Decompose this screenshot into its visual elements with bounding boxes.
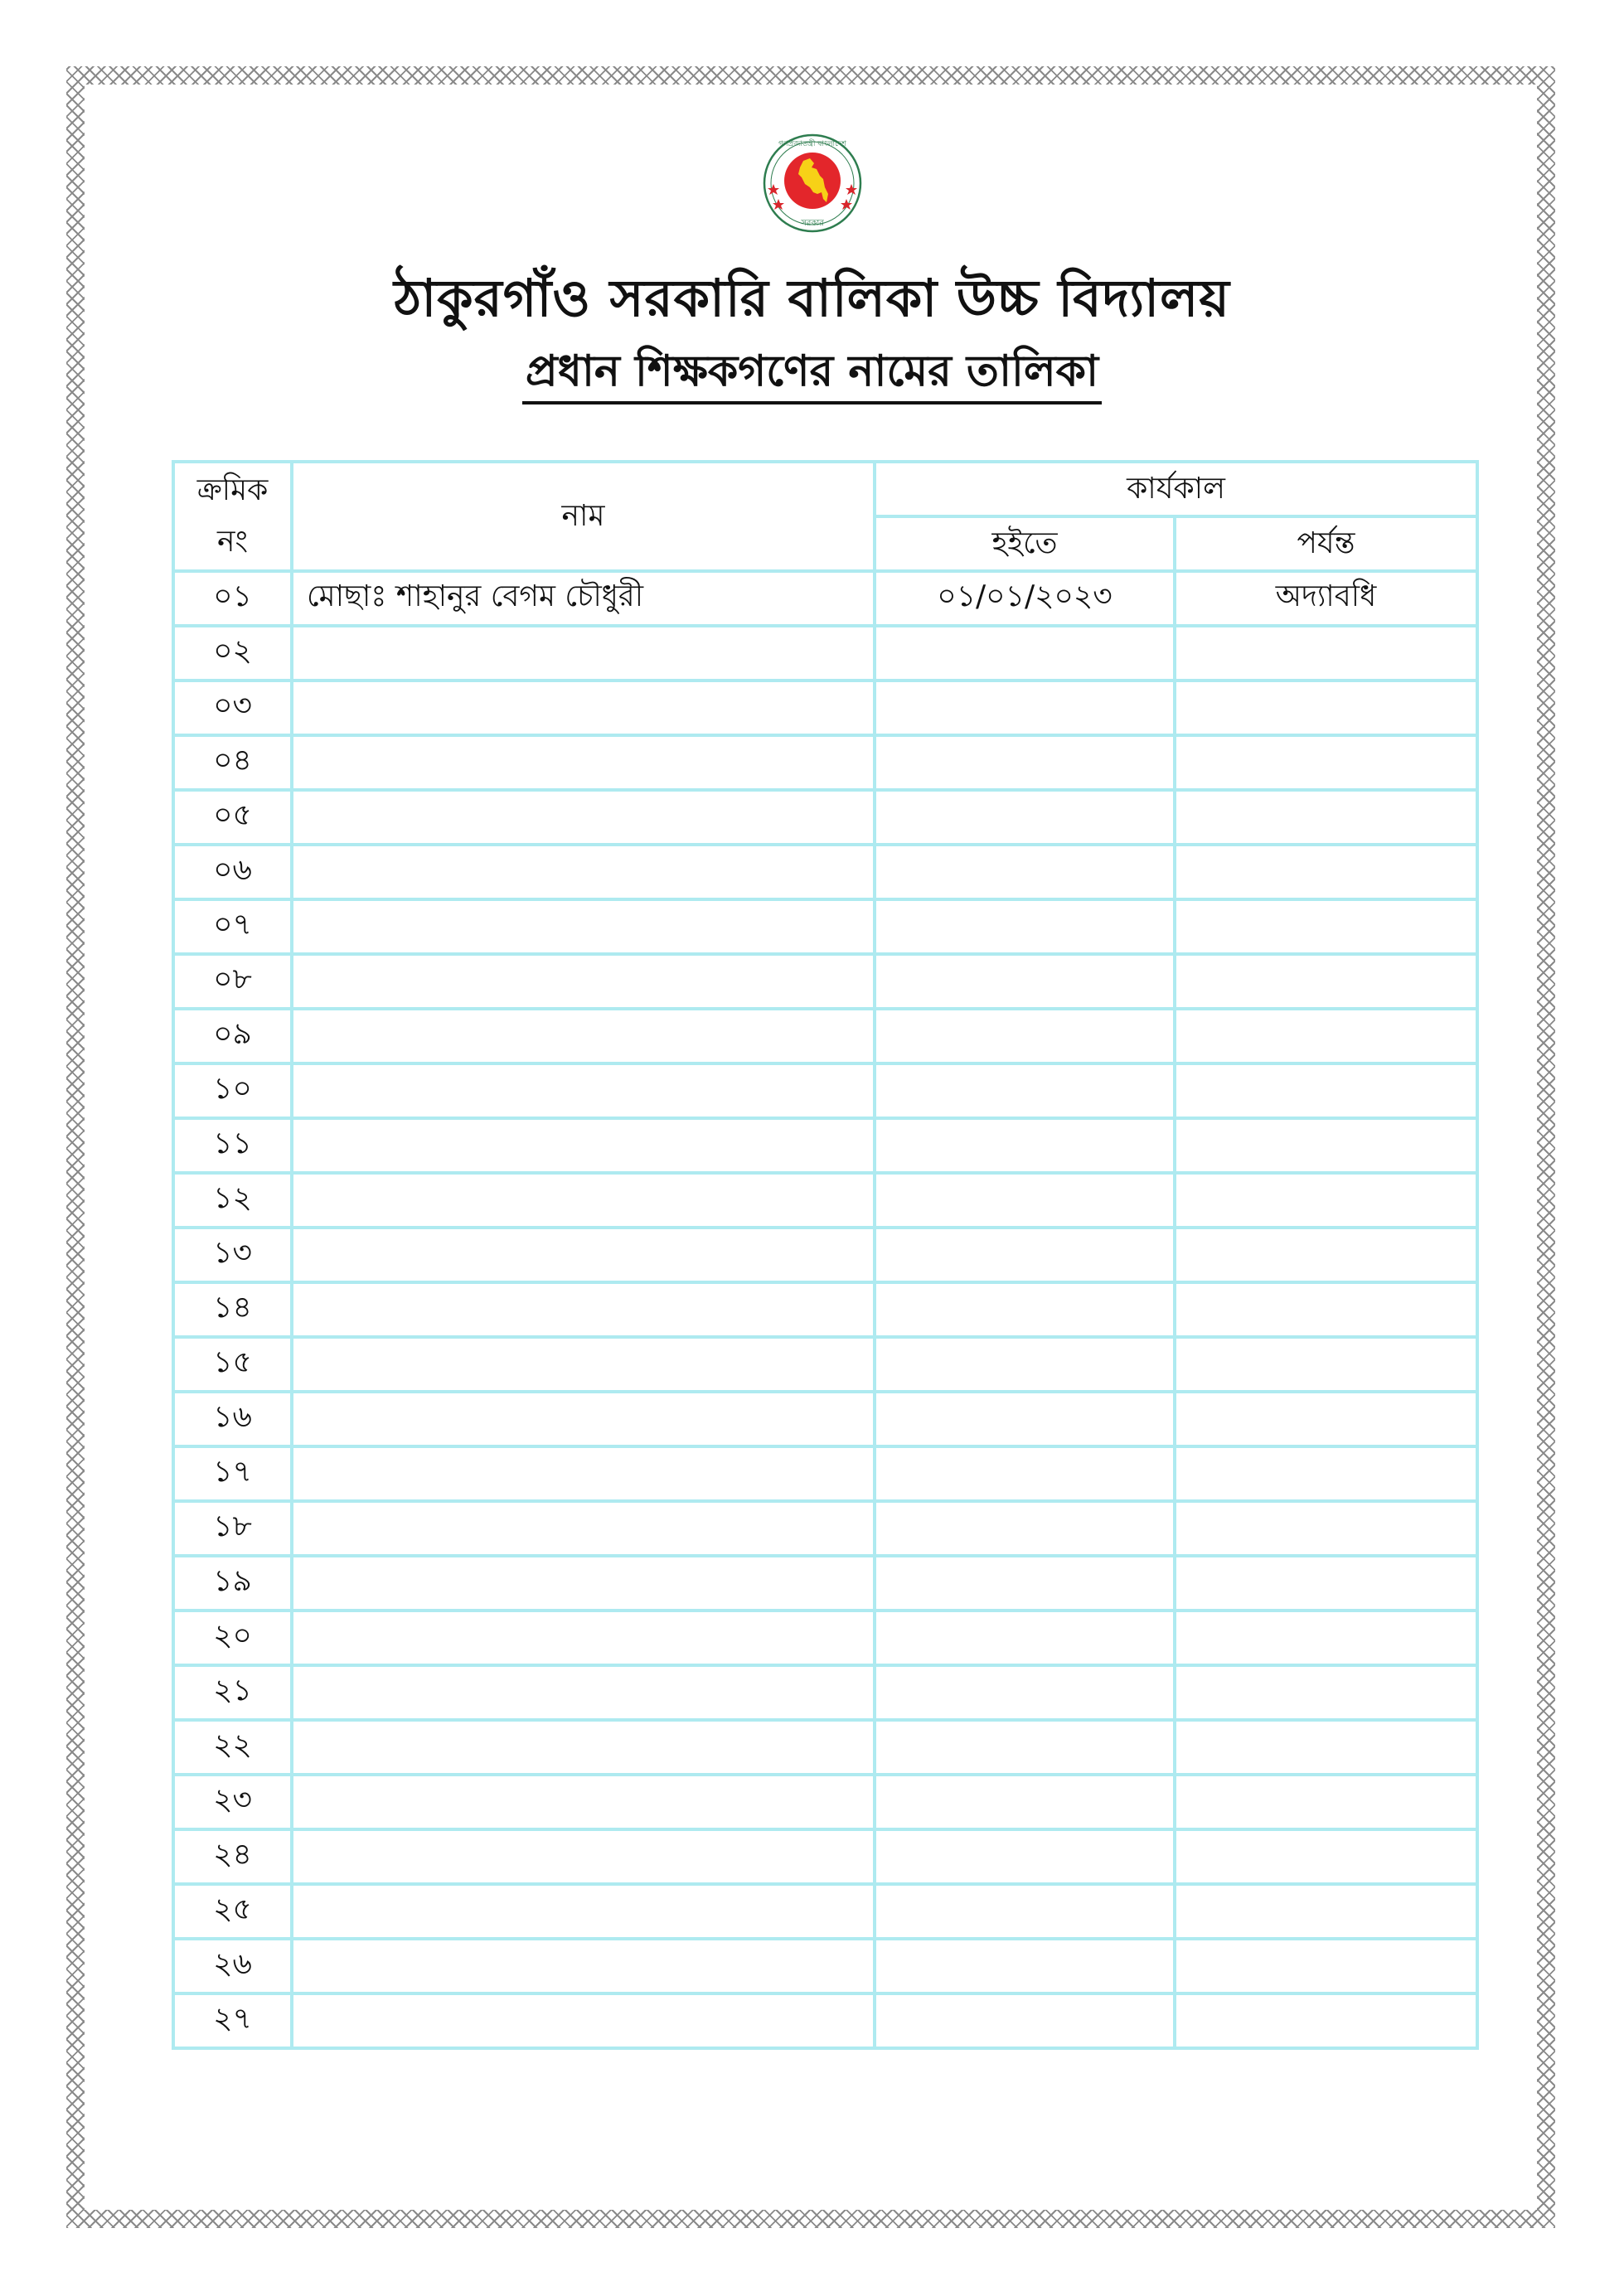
from-date-cell (875, 790, 1175, 845)
serial-cell: ০৫ (173, 790, 292, 845)
serial-cell: ২১ (173, 1665, 292, 1720)
name-cell (292, 1829, 875, 1884)
to-date-cell (1175, 626, 1477, 681)
serial-cell: ০৭ (173, 899, 292, 954)
from-date-cell (875, 735, 1175, 790)
serial-cell: ১০ (173, 1063, 292, 1118)
to-date-cell (1175, 1063, 1477, 1118)
name-cell (292, 626, 875, 681)
tenure-column-header: কার্যকাল (875, 462, 1477, 516)
from-date-cell (875, 1063, 1175, 1118)
from-date-cell (875, 954, 1175, 1009)
name-cell (292, 1665, 875, 1720)
from-date-cell (875, 626, 1175, 681)
from-date-cell (875, 1446, 1175, 1501)
table-row (173, 1173, 1477, 1228)
table-row (173, 790, 1477, 845)
to-date-cell (1175, 1884, 1477, 1939)
name-cell (292, 899, 875, 954)
name-cell: মোছাঃ শাহানুর বেগম চৌধুরী (292, 571, 875, 626)
from-date-cell (875, 1118, 1175, 1173)
serial-cell: ১১ (173, 1118, 292, 1173)
serial-cell: ২৫ (173, 1884, 292, 1939)
serial-cell: ০১ (173, 571, 292, 626)
name-cell (292, 1446, 875, 1501)
name-cell (292, 1884, 875, 1939)
name-cell (292, 1556, 875, 1611)
to-date-cell (1175, 1228, 1477, 1282)
list-subtitle: প্রধান শিক্ষকগণের নামের তালিকা (522, 341, 1102, 404)
from-date-cell (875, 1228, 1175, 1282)
name-cell (292, 1611, 875, 1665)
table-row (173, 1611, 1477, 1665)
table-row (173, 1829, 1477, 1884)
name-cell (292, 1173, 875, 1228)
name-cell (292, 1337, 875, 1392)
to-date-cell (1175, 1829, 1477, 1884)
name-column-header: নাম (292, 462, 875, 571)
name-cell (292, 1118, 875, 1173)
table-row (173, 1665, 1477, 1720)
to-date-cell (1175, 1446, 1477, 1501)
serial-cell: ১৫ (173, 1337, 292, 1392)
name-cell (292, 1282, 875, 1337)
table-row (173, 899, 1477, 954)
table-row (173, 1337, 1477, 1392)
to-date-cell (1175, 1009, 1477, 1063)
to-date-cell (1175, 899, 1477, 954)
serial-cell: ০৯ (173, 1009, 292, 1063)
to-date-cell (1175, 1118, 1477, 1173)
from-date-cell (875, 1009, 1175, 1063)
from-date-cell (875, 1556, 1175, 1611)
to-date-cell (1175, 1939, 1477, 1993)
from-date-cell (875, 899, 1175, 954)
from-date-cell (875, 845, 1175, 899)
from-date-cell (875, 681, 1175, 735)
to-date-cell (1175, 1720, 1477, 1775)
headmasters-table (172, 460, 1479, 2050)
to-date-cell (1175, 1501, 1477, 1556)
to-date-cell (1175, 1993, 1477, 2048)
from-date-cell (875, 1501, 1175, 1556)
from-date-cell (875, 1939, 1175, 1993)
from-date-cell (875, 1720, 1175, 1775)
serial-cell: ১৯ (173, 1556, 292, 1611)
serial-header-line2: নং (217, 525, 248, 559)
from-date-cell: ০১/০১/২০২৩ (875, 571, 1175, 626)
serial-cell: ২০ (173, 1611, 292, 1665)
to-date-cell (1175, 1337, 1477, 1392)
table-row (173, 1118, 1477, 1173)
from-date-cell (875, 1337, 1175, 1392)
name-cell (292, 1392, 875, 1446)
name-cell (292, 735, 875, 790)
to-date-cell (1175, 1556, 1477, 1611)
table-row (173, 1063, 1477, 1118)
from-date-cell (875, 1282, 1175, 1337)
table-row (173, 1775, 1477, 1829)
name-cell (292, 1775, 875, 1829)
serial-cell: ১৪ (173, 1282, 292, 1337)
name-cell (292, 1063, 875, 1118)
to-date-cell (1175, 1775, 1477, 1829)
to-date-cell (1175, 1392, 1477, 1446)
serial-cell: ১২ (173, 1173, 292, 1228)
to-date-cell (1175, 1665, 1477, 1720)
name-cell (292, 681, 875, 735)
serial-cell: ০৩ (173, 681, 292, 735)
name-cell (292, 1228, 875, 1282)
to-date-cell (1175, 790, 1477, 845)
serial-cell: ২৬ (173, 1939, 292, 1993)
name-cell (292, 1501, 875, 1556)
table-row (173, 845, 1477, 899)
subtitle-container (0, 341, 1624, 404)
from-date-cell (875, 1173, 1175, 1228)
from-date-cell (875, 1993, 1175, 2048)
from-date-cell (875, 1665, 1175, 1720)
name-cell (292, 790, 875, 845)
serial-cell: ০৮ (173, 954, 292, 1009)
table-row (173, 1720, 1477, 1775)
name-cell (292, 1993, 875, 2048)
from-date-cell (875, 1884, 1175, 1939)
table-row (173, 1501, 1477, 1556)
table-row (173, 626, 1477, 681)
table-row (173, 571, 1477, 626)
serial-cell: ১৮ (173, 1501, 292, 1556)
table-row (173, 1009, 1477, 1063)
table-row (173, 1993, 1477, 2048)
emblem-top-text: গণপ্রজাতন্ত্রী বাংলাদেশ (778, 140, 846, 148)
serial-column-header (173, 462, 292, 571)
serial-cell: ০৬ (173, 845, 292, 899)
table-row (173, 735, 1477, 790)
to-date-cell (1175, 954, 1477, 1009)
name-cell (292, 1720, 875, 1775)
name-cell (292, 954, 875, 1009)
table-row (173, 954, 1477, 1009)
table-row (173, 1939, 1477, 1993)
to-date-cell: অদ্যাবধি (1175, 571, 1477, 626)
bangladesh-government-emblem-icon (762, 133, 863, 234)
from-date-cell (875, 1829, 1175, 1884)
serial-cell: ০২ (173, 626, 292, 681)
table-row (173, 1884, 1477, 1939)
name-cell (292, 845, 875, 899)
name-cell (292, 1009, 875, 1063)
serial-cell: ০৪ (173, 735, 292, 790)
table-row (173, 1282, 1477, 1337)
to-date-cell (1175, 1611, 1477, 1665)
table-row (173, 681, 1477, 735)
to-date-cell (1175, 845, 1477, 899)
from-date-cell (875, 1611, 1175, 1665)
to-date-cell (1175, 1173, 1477, 1228)
from-date-cell (875, 1392, 1175, 1446)
serial-cell: ২২ (173, 1720, 292, 1775)
serial-cell: ২৪ (173, 1829, 292, 1884)
serial-cell: ১৭ (173, 1446, 292, 1501)
serial-cell: ১৩ (173, 1228, 292, 1282)
to-date-cell (1175, 735, 1477, 790)
serial-header-line1: ক্রমিক (196, 473, 269, 507)
table-row (173, 1446, 1477, 1501)
to-column-header: পর্যন্ত (1175, 516, 1477, 571)
emblem-bottom-text: সরকার (801, 219, 824, 228)
to-date-cell (1175, 1282, 1477, 1337)
table-row (173, 1392, 1477, 1446)
table-row (173, 1228, 1477, 1282)
table-header-row-1 (173, 462, 1477, 516)
to-date-cell (1175, 681, 1477, 735)
name-cell (292, 1939, 875, 1993)
from-date-cell (875, 1775, 1175, 1829)
school-title: ঠাকুরগাঁও সরকারি বালিকা উচ্চ বিদ্যালয় (394, 268, 1230, 328)
from-column-header: হইতে (875, 516, 1175, 571)
serial-cell: ২৩ (173, 1775, 292, 1829)
table-body (173, 571, 1477, 2048)
serial-cell: ২৭ (173, 1993, 292, 2048)
serial-cell: ১৬ (173, 1392, 292, 1446)
table-row (173, 1556, 1477, 1611)
